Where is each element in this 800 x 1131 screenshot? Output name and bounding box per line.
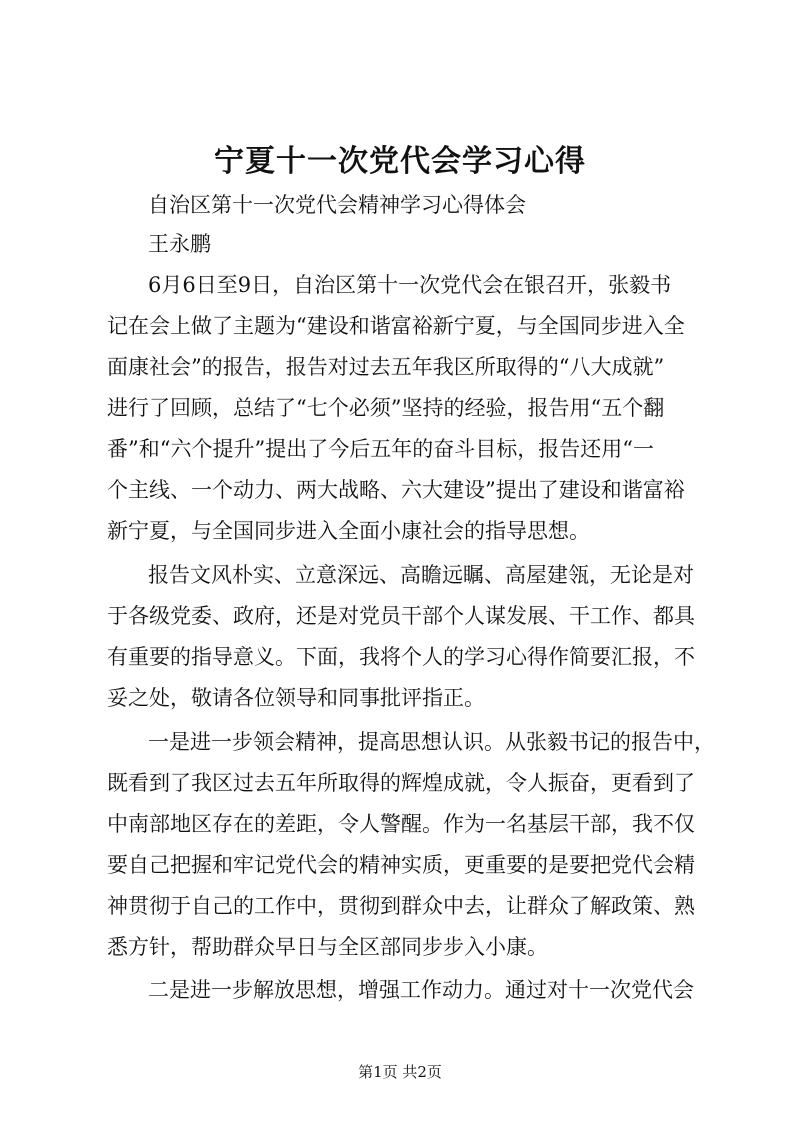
- paragraph-1-line-1: 6月6日至9日，自治区第十一次党代会在银召开，张毅书: [148, 273, 672, 297]
- paragraph-1-line-5: 番”和“六个提升”提出了今后五年的奋斗目标，报告还用“一: [107, 437, 654, 461]
- paragraph-2-line-1: 报告文风朴实、立意深远、高瞻远瞩、高屋建瓴，无论是对: [148, 563, 694, 587]
- page-number-footer: 第1页 共2页: [358, 1063, 442, 1081]
- document-author: 王永鹏: [148, 232, 211, 256]
- paragraph-2-line-3: 有重要的指导意义。下面，我将个人的学习心得作简要汇报，不: [107, 645, 695, 669]
- paragraph-3-line-5: 神贯彻于自己的工作中，贯彻到群众中去，让群众了解政策、熟: [107, 894, 695, 918]
- paragraph-3-line-4: 要自己把握和牢记党代会的精神实质，更重要的是要把党代会精: [107, 853, 695, 877]
- document-title: 宁夏十一次党代会学习心得: [214, 144, 586, 179]
- paragraph-1-line-2: 记在会上做了主题为“建设和谐富裕新宁夏，与全国同步进入全: [107, 314, 685, 338]
- paragraph-3-line-2: 既看到了我区过去五年所取得的辉煌成就，令人振奋，更看到了: [107, 771, 695, 795]
- paragraph-1-line-7: 新宁夏，与全国同步进入全面小康社会的指导思想。: [107, 519, 590, 543]
- paragraph-2-line-4: 妥之处，敬请各位领导和同事批评指正。: [107, 686, 485, 710]
- paragraph-3-line-6: 悉方针，帮助群众早日与全区部同步步入小康。: [107, 935, 548, 959]
- paragraph-1-line-4: 进行了回顾，总结了“七个必须”坚持的经验，报告用“五个翻: [107, 396, 665, 420]
- paragraph-3-line-3: 中南部地区存在的差距，令人警醒。作为一名基层干部，我不仅: [107, 812, 695, 836]
- document-subtitle: 自治区第十一次党代会精神学习心得体会: [148, 193, 526, 217]
- paragraph-1-line-3: 面康社会”的报告，报告对过去五年我区所取得的“八大成就”: [107, 355, 665, 379]
- paragraph-3-line-1: 一是进一步领会精神，提高思想认识。从张毅书记的报告中，: [148, 730, 715, 754]
- paragraph-1-line-6: 个主线、一个动力、两大战略、六大建设”提出了建设和谐富裕: [107, 478, 685, 502]
- paragraph-2-line-2: 于各级党委、政府，还是对党员干部个人谋发展、干工作、都具: [107, 604, 695, 628]
- paragraph-4-line-1: 二是进一步解放思想，增强工作动力。通过对十一次党代会: [148, 978, 694, 1002]
